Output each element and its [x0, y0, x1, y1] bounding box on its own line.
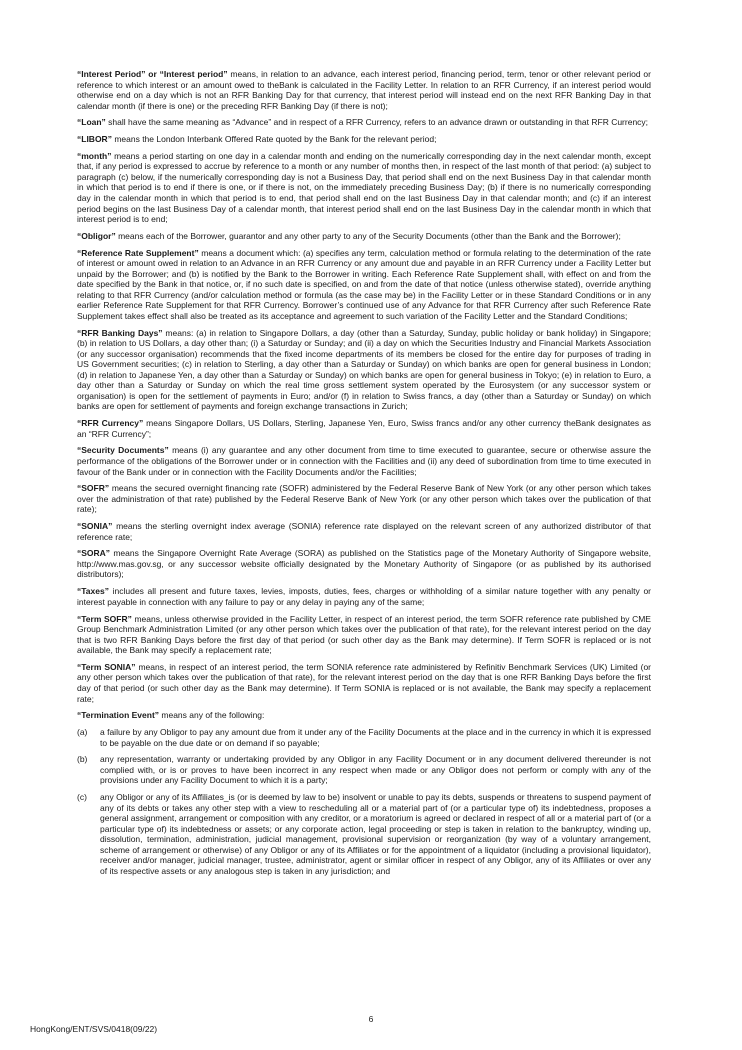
definition-text: means the Singapore Overnight Rate Average (SORA) as published on the Statistics page of the Monetary Authority of Singapore website, http://www.mas.gov.sg, or any successor website officially designated by the Monetary Authority of Singapore (or as published by its authorised distributors);: [77, 548, 651, 580]
definition-text: means the sterling overnight index average (SONIA) reference rate displayed on the relevant screen of any authorized distributor of that reference rate;: [77, 521, 651, 542]
definition-loan: [77, 117, 651, 128]
definition-term: “RFR Banking Days”: [77, 327, 163, 338]
definition-term: “Termination Event”: [77, 710, 160, 721]
definition-term-sonia: [77, 662, 651, 704]
definition-sonia: [77, 521, 651, 542]
definition-sofr: [77, 483, 651, 515]
definition-interest-period: [77, 69, 651, 111]
page-number: 6: [368, 1014, 374, 1024]
definition-term: “Term SOFR”: [77, 613, 132, 624]
list-item-text: any Obligor or any of its Affiliates_is (or is deemed by law to be) insolvent or unable to pay its debts, suspends or threatens to suspend payment of any of its debts or takes any other step with a view to rescheduling all or a material part of (or a particular type of) its indebtedness, proposes a general assignment, arrangement or composition with any creditor, or a moratorium is agreed or declared in respect of all or a material part of (or a particular type of) its indebtedness or assets; or any corporate action, legal proceeding or step is taken in relation to the bankruptcy, winding up, dissolution, termination, administration, judicial management, provisional supervision or reorganization (by way of a voluntary arrangement, scheme of arrangement or otherwise) of any Obligor or any of its Affiliates or for the appointment of a liquidator (including a provisional liquidator), receiver and/or manager, judicial manager, trustee, administrator, agent or similar officer in respect of any Obligor, any of its Affiliates or over any of its respective assets or any analogous step is taken in any jurisdiction; and: [100, 792, 651, 876]
definition-rfr-currency: [77, 418, 651, 439]
definition-term: “SORA”: [77, 548, 111, 559]
termination-events-list: [77, 727, 651, 876]
list-item-text: any representation, warranty or undertaking provided by any Obligor in any Facility Document or in any document delivered thereunder is not complied with, or is or proves to have been incorrect in any respect when made or any Obligor does not perform or comply with any of the provisions under any Facility Document to which it is a party;: [100, 754, 651, 786]
definition-term: “Loan”: [77, 117, 106, 128]
definition-month: [77, 151, 651, 225]
definition-term: “Security Documents”: [77, 445, 169, 456]
definition-term: “month”: [77, 150, 112, 161]
definition-text: means any of the following:: [159, 710, 265, 721]
definition-text: means the London Interbank Offered Rate quoted by the Bank for the relevant period;: [111, 134, 437, 145]
definition-reference-rate-supplement: [77, 248, 651, 322]
definitions-body: [77, 69, 651, 883]
definition-termination-event: [77, 710, 651, 721]
definition-text: means each of the Borrower, guarantor and any other party to any of the Security Documents (other than the Bank and the Borrower);: [115, 230, 621, 241]
definition-term-sofr: [77, 614, 651, 656]
definition-taxes: [77, 586, 651, 607]
definition-term: “Term SONIA”: [77, 661, 136, 672]
definition-text: means, in relation to an advance, each interest period, financing period, term, tenor or other relevant period or reference to which interest or an amount owed to theBank is calculated in the Facility Letter. In relation to an RFR Currency, if an interest period would otherwise end on a day which is not an RFR Banking Day for that currency, that interest period will instead end on the next RFR Banking Day in that calendar month (if there is one) or the preceding RFR Banking Day (if there is not);: [77, 69, 651, 111]
definition-sora: [77, 548, 651, 580]
definition-term: “Reference Rate Supplement”: [77, 247, 199, 258]
definition-text: means a period starting on one day in a calendar month and ending on the numerically corresponding day in the next calendar month, except that, if any period is expressed to accrue by reference to a month or any number of months then, in respect of the last month of that period: (a) subject to paragraph (c) below, if the numerically corresponding day is not a Business Day, that period shall end on the next Business Day in that calendar month in which that period is to end if there is one, or if there is not, on the immediately preceding Business Day; (b) if there is no numerically corresponding day in the calendar month in which that period is to end, that period shall end on the last Business Day in that calendar month; and (c) if an interest period begins on the last Business Day of a calendar month, that interest period shall end on the last Business Day in the calendar month in which that interest period is to end;: [77, 150, 651, 225]
definition-text: shall have the same meaning as “Advance” and in respect of a RFR Currency, refers to an advance drawn or outstanding in that RFR Currency;: [105, 117, 649, 128]
list-item-text: a failure by any Obligor to pay any amount due from it under any of the Facility Documents at the place and in the currency in which it is expressed to be payable on the due date or on demand if so payable;: [100, 726, 651, 748]
definition-term: “SOFR”: [77, 483, 110, 494]
list-item: [77, 754, 651, 786]
definition-text: means: (a) in relation to Singapore Dollars, a day (other than a Saturday, Sunday, public holiday or bank holiday) in Singapore; (b) in relation to US Dollars, a day other than; (i) a Saturday or Sunday; and (ii) a day on which the Securities Industry and Financial Markets Association (or any successor organisation) recommends that the fixed income departments of its members be closed for the entire day for purposes of trading in US Government securities; (c) in relation to Sterling, a day other than a Saturday or Sunday) on which banks are open for general business in London; (d) in relation to Japanese Yen, a day other than a Saturday or Sunday) on which banks are open for general business in Tokyo; (e) in relation to Euro, a day other than a Saturday or Sunday on which the real time gross settlement system operated by the Eurosystem (or any successor system or organisation) is open for the settlement of payments in Euro; and/or (f) in relation to Swiss francs, a day (other than a Saturday or Sunday) on which banks are open for settlement of payments and foreign exchange transactions in Zurich;: [77, 327, 651, 412]
definition-libor: [77, 134, 651, 145]
definition-text: means Singapore Dollars, US Dollars, Sterling, Japanese Yen, Euro, Swiss francs and/or any other currency theBank designates as an “RFR Currency”;: [77, 418, 652, 439]
list-item-label: (a): [77, 726, 88, 737]
definition-text: means (i) any guarantee and any other document from time to time executed to guarantee, secure or otherwise assure the performance of the obligations of the Borrower under or in connection with the Facilities and (ii) any deed of subordination from time to time executed in favour of the Bank under or in connection with the Facility Documents and/or the Facilities;: [77, 445, 651, 477]
definition-term: “SONIA”: [77, 521, 113, 532]
definition-term: “Interest Period” or “Interest period”: [77, 69, 228, 79]
definition-term: “Obligor”: [77, 230, 116, 241]
definition-text: means the secured overnight financing rate (SOFR) administered by the Federal Reserve Bank of New York (or any other person which takes over the administration of that rate) published by the Federal Reserve Bank of New York (or any other person which takes over the publication of that rate);: [77, 483, 651, 515]
list-item-label: (c): [77, 792, 87, 803]
definition-rfr-banking-days: [77, 328, 651, 412]
definition-term: “Taxes”: [77, 586, 109, 597]
definition-text: includes all present and future taxes, levies, imposts, duties, fees, charges or withholding of a similar nature together with any penalty or interest payable in connection with any failure to pay or any delay in paying any of the same;: [77, 586, 651, 607]
definition-security-documents: [77, 445, 651, 477]
definition-text: means, unless otherwise provided in the Facility Letter, in respect of an interest period, the term SOFR reference rate published by CME Group Benchmark Administration Limited (or any other person which takes over the publication of that rate), for the relevant interest period on the day that is two RFR Banking Days before the first day of that period (or such other day as the Bank may determine). If Term SOFR is replaced or is not available, the Bank may specify a replacement rate;: [77, 613, 651, 656]
document-reference: HongKong/ENT/SVS/0418(09/22): [30, 1024, 158, 1034]
definition-term: “RFR Currency”: [77, 418, 144, 429]
definition-text: means a document which: (a) specifies any term, calculation method or formula relating to the determination of the rate of interest or amount owed in relation to an Advance in an RFR Currency or any amount due and payable in an RFR Currency under a Facility Letter but unpaid by the Borrower; and (b) is notified by the Bank to the Borrower in writing. Each Reference Rate Supplement shall, with effect on and from the date specified by the Bank in that notice, or, if no such date is specified, on and from the date of that notice (unless otherwise stated), override anything relating to that RFR Currency (and/or calculation method or formula (as the case may be) in the Facility Letter or in these Standard Conditions or in any earlier Reference Rate Supplement for that RFR Currency. Borrower’s continued use of any Advance for that RFR Currency after such Reference Rate Supplement takes effect shall also be treated as its acceptance and agreement to such variation of the Facility Letter and the Standard Conditions;: [77, 247, 651, 321]
list-item-label: (b): [77, 754, 88, 765]
list-item: [77, 792, 651, 876]
definition-text: means, in respect of an interest period, the term SONIA reference rate administered by Refinitiv Benchmark Services (UK) Limited (or any other person which takes over the publication of that rate), for the relevant interest period on the day that is one RFR Banking Days before the first day of that period (or such other day as the Bank may determine). If Term SONIA is replaced or is not available, the Bank may specify a replacement rate;: [77, 661, 651, 704]
list-item: [77, 727, 651, 748]
definition-term: “LIBOR”: [77, 134, 112, 145]
definition-obligor: [77, 231, 651, 242]
